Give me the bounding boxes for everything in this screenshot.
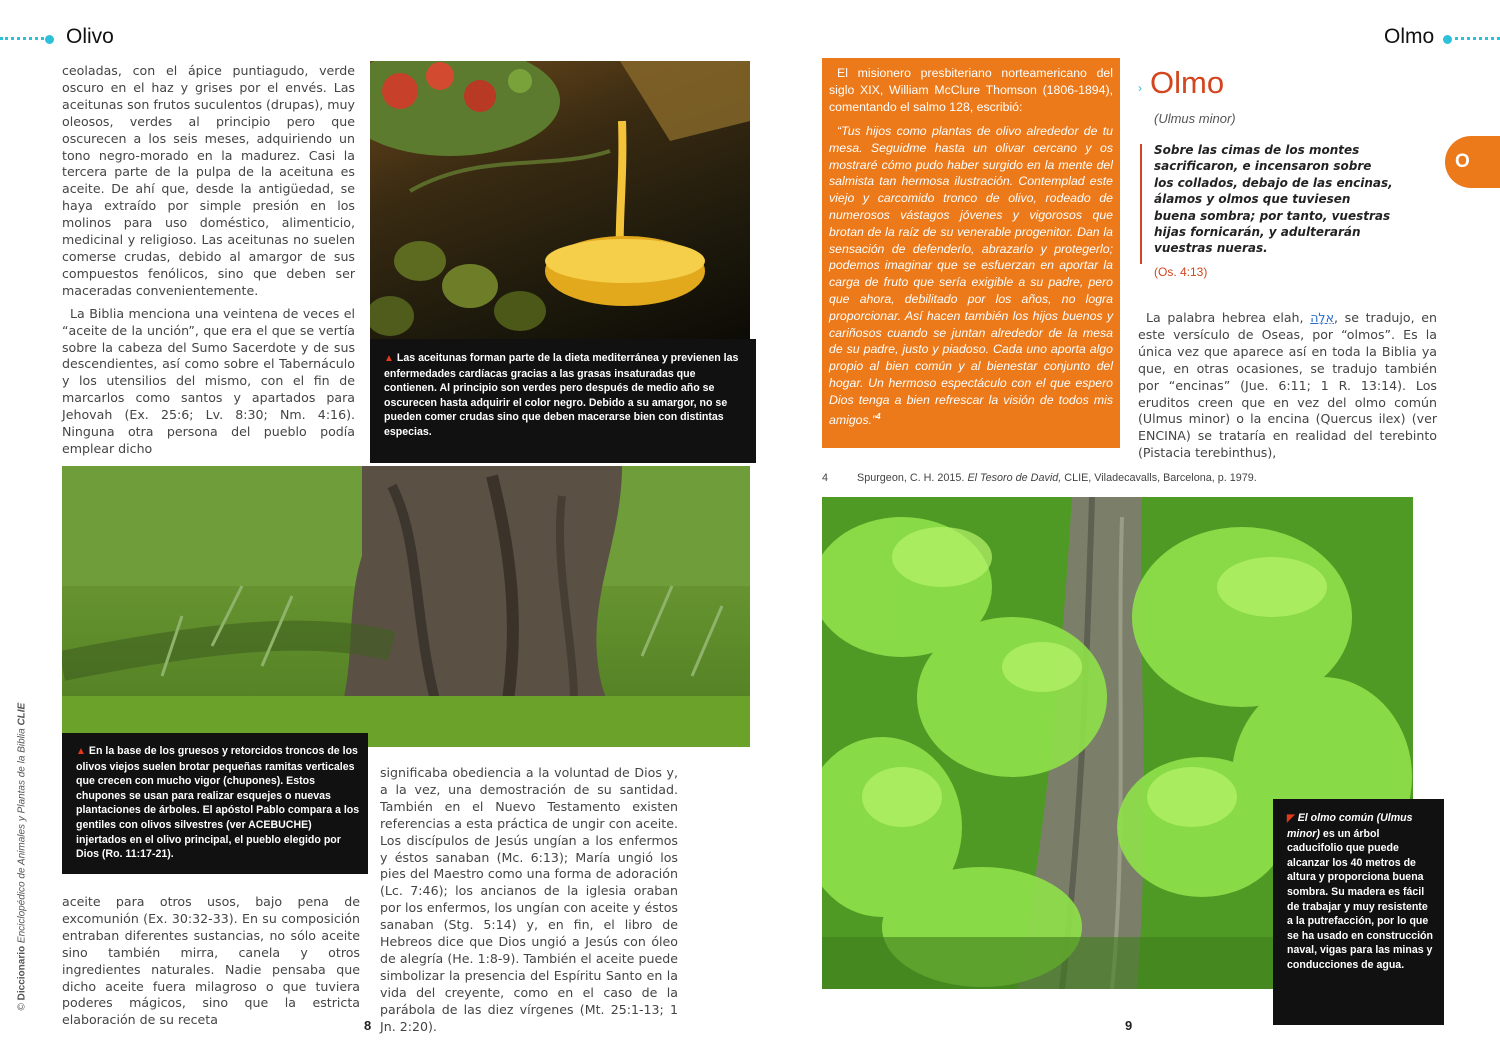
thumb-tab[interactable] (1445, 136, 1500, 188)
page-number-right: 9 (1125, 1018, 1133, 1033)
running-head-olivo: Olivo (66, 25, 114, 48)
caption-triangle-icon: ◤ (1287, 813, 1295, 824)
verse-text: Sobre las cimas de los montes sacrificaron, e incensaron sobre los collados, debajo de las encinas, álamos y olmos que tuviesen buena sombra; por tanto, vuestras hijas fornicarán, y adulterarán vuestras nueras. (1154, 143, 1393, 256)
verse-reference: (Os. 4:13) (1154, 265, 1208, 279)
olive-trunk-illustration (62, 466, 750, 747)
quote-box-intro: El misionero presbiteriano norteamericano del siglo XIX, William McClure Thomson (1806-1894), comentando el salmo 128, escribió: (829, 66, 1113, 114)
paragraph: La Biblia menciona una veintena de veces el “aceite de la unción”, que era el que se vertía sobre la cabeza del Sumo Sacerdote y de sus descendientes, así como sobre el Tabernáculo y los utensilios del mismo, con el fin de marcarlos como santos y apartados para Jehovah (Ex. 25:6; Lv. 8:30; Nm. 4:16). Ninguna otra persona del pueblo podía emplear dicho (62, 305, 355, 456)
page-number-left: 8 (364, 1018, 372, 1033)
olive-oil-photo (370, 61, 750, 339)
body-column-2-bottom (380, 765, 678, 1036)
paragraph: aceite para otros usos, bajo pena de excomunión (Ex. 30:32-33). En su composición entraban diferentes sustancias, no sólo aceite sino también mirra, canela y otros ingredientes naturales. Nadie pensaba que dicho aceite fuera milagroso o que tuviera poderes mágicos, sino que la estricta elaboración de su receta (62, 894, 360, 1028)
footnote-author: Spurgeon, C. H. 2015. (857, 472, 965, 484)
olive-oil-illustration (370, 61, 750, 339)
thumb-tab-letter: O (1455, 151, 1470, 172)
copyright-symbol: © (16, 1003, 28, 1011)
title-marker-icon: › (1138, 81, 1142, 95)
quote-text: “Tus hijos como plantas de olivo alrededor de tu mesa. Seguidme hasta un olivar cercano y os mostraré cómo pudo haber surgido en la mente del salmista tan hermosa ilustración. Contemplad este viejo y carcomido tronco de olivo, rodeado de numerosos vástagos jóvenes y vigorosos que brotan de la raíz de su venerable progenitor. Dan la sensación de defenderlo, abrazarlo y protegerlo; podemos imaginar que se esfuerzan en aportar la carga de fruto que sería exigible a su padre, pero que ahora, debilitado por los años, no logra proporcionar. Así hacen también los hijos buenos y cariñosos cuando se juntan alrededor de la mesa de su padre, justo y piadoso. Cada uno aporta algo propio al bien común y al bienestar conjunto del hogar. Un hermoso espectáculo con el que espero Dios tenga a bien refrescar la visión de todos mis amigos.” (829, 124, 1113, 427)
entry-body-start: La palabra hebrea elah, (1146, 310, 1311, 325)
caption-triangle-icon: ▲ (76, 746, 86, 757)
verse-rule (1140, 144, 1142, 264)
olive-trunk-photo (62, 466, 750, 747)
body-column-1-top (62, 63, 355, 458)
paragraph (1138, 310, 1437, 462)
sidebar-book-title (17, 691, 28, 1011)
running-head-dot (45, 35, 54, 44)
entry-scientific-name: (Ulmus minor) (1154, 111, 1236, 126)
paragraph: ceoladas, con el ápice puntiagudo, verde oscuro en el haz y grises por el envés. Las aceitunas son frutos suculentos (drupas), muy oleosos, verdes al principio pero que oscurecen a los seis meses, adquiriendo un tono negro-morado en la madurez. Casi la tercera parte de la pulpa de la aceituna es aceite. De ahí que, desde la antigüedad, se haya extraído por simple presión en los molinos para uso doméstico, alimenticio, medicinal y religioso. Las aceitunas no suelen comerse crudas, debido al amargor de sus compuestos fenólicos, sino que deben ser maceradas convenientemente. (62, 63, 355, 298)
running-head-dots (1455, 37, 1500, 44)
caption-trunk-text: En la base de los gruesos y retorcidos troncos de los olivos viejos suelen brotar pequeñas ramitas verticales que crecen con mucho vigor (chupones). Estos chupones se usan para realizar esquejes o nuevas plantaciones de árboles. El apóstol Pablo compara a los gentiles con olivos silvestres (ver ACEBUCHE) injertados en el olivo principal, el pueblo elegido por Dios (Ro. 11:17-21). (76, 745, 360, 861)
hebrew-word: אֵלָה (1310, 310, 1334, 325)
caption-oil (370, 339, 756, 463)
book-title-word: Diccionario (16, 945, 28, 1001)
caption-elm (1273, 799, 1444, 1025)
quote-box-quote (829, 123, 1113, 428)
caption-oil-text: Las aceitunas forman parte de la dieta mediterránea y previenen las enfermedades cardíacas gracias a las grasas insaturadas que contienen. Al principio son verdes pero después de medio año se oscurecen hasta adquirir el color negro. Debido a su amargor, no se pueden comer crudas sino que deben macerarse bien con distintas especias. (384, 352, 739, 438)
footnote-publisher: CLIE, Viladecavalls, Barcelona, p. 1979. (1064, 472, 1257, 484)
footnote-number: 4 (822, 472, 829, 484)
running-head-olmo: Olmo (1384, 25, 1435, 48)
caption-trunk (62, 733, 368, 874)
running-head-dot (1443, 35, 1452, 44)
caption-triangle-icon: ▲ (384, 353, 394, 364)
body-column-1-bottom (62, 894, 360, 1029)
running-head-dots (0, 37, 44, 44)
footnote-title: El Tesoro de David, (967, 472, 1062, 484)
caption-elm-italic: El olmo común (Ulmus minor) (1287, 812, 1413, 840)
entry-body (1138, 310, 1437, 462)
book-title-italic: Enciclopédico de Animales y Plantas de la Biblia (16, 728, 28, 944)
entry-body-rest: , se tradujo, en este versículo de Oseas, por “olmos”. Es la única vez que aparece así en toda la Biblia ya que, en otras ocasiones, se tradujo también por “encinas” (Jue. 6:11; 1 R. 13:14). Los eruditos creen que en vez del olmo común (Ulmus minor) o la encina (Quercus ilex) (ver ENCINA) se trataría en realidad del terebinto (Pistacia terebinthus), (1138, 310, 1437, 461)
entry-title: Olmo (1150, 65, 1225, 100)
footnote-mark: 4 (876, 411, 881, 421)
quote-box (822, 58, 1120, 448)
paragraph: significaba obediencia a la voluntad de Dios y, a la vez, una demostración de su santidad. También en el Nuevo Testamento existen referencias a esta práctica de ungir con aceite. Los discípulos de Jesús ungían a los enfermos y éstos sanaban (Mc. 6:13); María ungió los pies del Maestro como una forma de adoración (Lc. 7:46); los ancianos de la iglesia oraban por los enfermos, los ungían con aceite y éstos sanaban (Stg. 5:14) y, en fin, el libro de Hebreos dice que Dios ungió a Jesús con óleo de alegría (He. 1:8-9). También el aceite puede simbolizar la presencia del Espíritu Santo en la vida del creyente, como en el caso de la parábola de las diez vírgenes (Mt. 25:1-13; 1 Jn. 2:20). (380, 765, 678, 1034)
caption-elm-text: es un árbol caducifolio que puede alcanzar los 40 metros de altura y proporciona buena sombra. Su madera es fácil de trabajar y muy resistente a la putrefacción, por lo que se ha usado en construcción naval, vigas para las minas y conducciones de agua. (1287, 827, 1433, 971)
footnote-text (857, 472, 1257, 484)
book-publisher: CLIE (16, 702, 28, 726)
